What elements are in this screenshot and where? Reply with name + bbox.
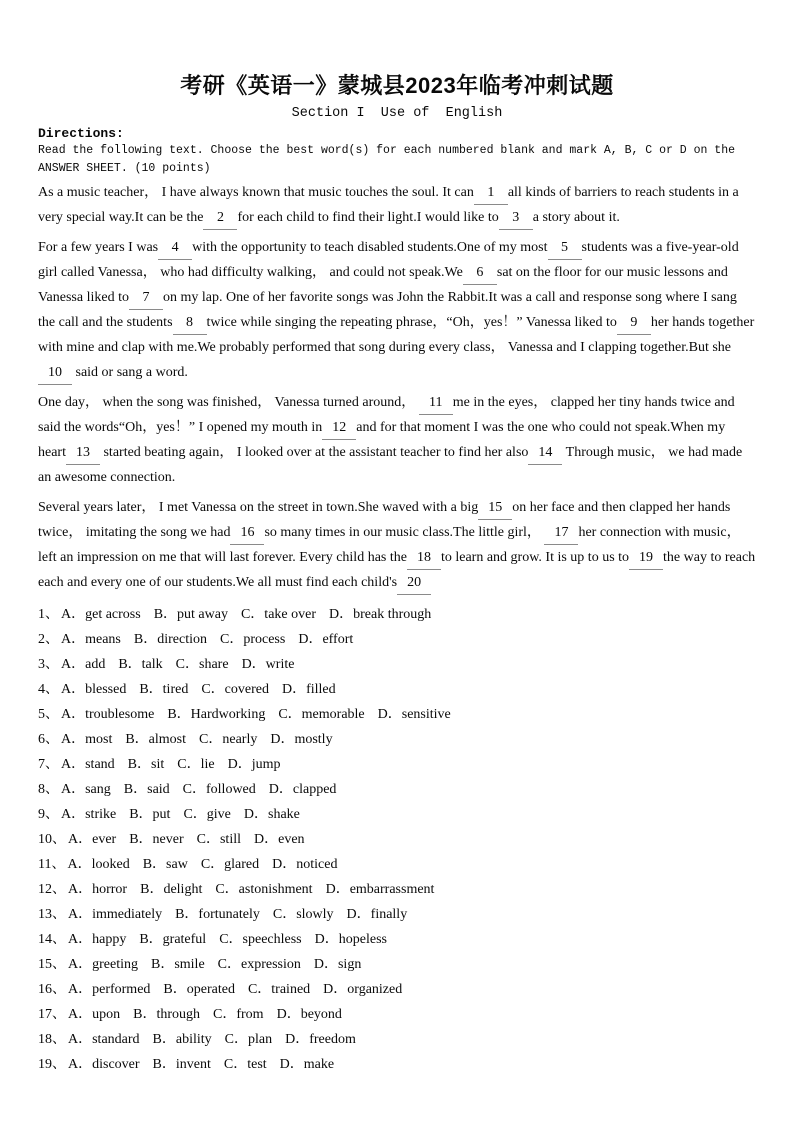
blank-9: 9 (617, 312, 651, 335)
question-number: 2、 (38, 631, 59, 647)
directions-text: Read the following text. Choose the best word(s) for each numbered blank and mark A, B, C or D on the ANSWER SHEET. (10 points) (38, 144, 736, 175)
option-D: D．shake (243, 806, 300, 822)
question-row (38, 952, 756, 977)
option-A: A．performed (68, 981, 151, 997)
question-row (38, 927, 756, 952)
option-D: D．sign (313, 956, 362, 972)
question-number: 13、 (38, 906, 66, 922)
option-D: D．clapped (268, 781, 337, 797)
option-D: D．jump (227, 756, 281, 772)
option-B: B．grateful (139, 931, 207, 947)
blank-20: 20 (397, 572, 431, 595)
option-C: C．take over (240, 606, 316, 622)
blank-12: 12 (322, 417, 356, 440)
passage (38, 180, 756, 595)
option-B: B．invent (152, 1056, 211, 1072)
option-B: B．ability (152, 1031, 212, 1047)
option-B: B．tired (139, 681, 189, 697)
option-C: C．test (223, 1056, 267, 1072)
option-A: A．upon (68, 1006, 121, 1022)
option-C: C．astonishment (215, 881, 313, 897)
option-D: D．write (241, 656, 295, 672)
option-B: B．never (129, 831, 184, 847)
option-A: A．discover (68, 1056, 140, 1072)
blank-14: 14 (528, 442, 562, 465)
blank-1: 1 (474, 182, 508, 205)
question-number: 17、 (38, 1006, 66, 1022)
option-D: D．hopeless (314, 931, 387, 947)
blank-3: 3 (499, 207, 533, 230)
option-A: A．add (61, 656, 106, 672)
question-row (38, 627, 756, 652)
option-D: D．beyond (276, 1006, 342, 1022)
blank-17: 17 (544, 522, 578, 545)
question-row (38, 1027, 756, 1052)
option-B: B．fortunately (175, 906, 260, 922)
option-A: A．sang (61, 781, 111, 797)
question-row (38, 752, 756, 777)
question-row (38, 827, 756, 852)
question-number: 9、 (38, 806, 59, 822)
option-A: A．blessed (61, 681, 127, 697)
blank-15: 15 (478, 497, 512, 520)
option-C: C．nearly (199, 731, 258, 747)
option-A: A．get across (61, 606, 141, 622)
option-B: B．sit (127, 756, 165, 772)
question-number: 1、 (38, 606, 59, 622)
question-row (38, 777, 756, 802)
passage-paragraph: For a few years I was 4 with the opportunity to teach disabled students.One of my most 5 students was a five-year-old girl called Vanessa， who had difficulty walking， and could not speak.We 6 sat on the floor for our music lessons and Vanessa liked to 7 on my lap. One of her favorite songs was John the Rabbit.It was a call and response song where I sang the call and the students 8 twice while singing the repeating phrase，“Oh，yes！” Vanessa liked to 9 her hands together with mine and clap with me.We probably performed that song during every class， Vanessa and I clapping together.But she10 said or sang a word. (38, 235, 756, 385)
option-B: B．put (129, 806, 171, 822)
option-C: C．expression (217, 956, 301, 972)
option-A: A．standard (68, 1031, 140, 1047)
blank-4: 4 (158, 237, 192, 260)
option-A: A．horror (68, 881, 128, 897)
option-D: D．finally (346, 906, 408, 922)
question-row (38, 852, 756, 877)
page-title: 考研《英语一》蒙城县2023年临考冲刺试题 (180, 73, 614, 98)
option-B: B．talk (118, 656, 163, 672)
question-row (38, 602, 756, 627)
option-C: C．still (196, 831, 241, 847)
question-row (38, 877, 756, 902)
option-C: C．lie (177, 756, 215, 772)
option-C: C．slowly (272, 906, 334, 922)
option-C: C．glared (200, 856, 260, 872)
blank-10: 10 (38, 362, 72, 385)
option-D: D．noticed (272, 856, 338, 872)
option-A: A．ever (68, 831, 117, 847)
question-row (38, 977, 756, 1002)
option-D: D．effort (298, 631, 354, 647)
option-B: B．operated (163, 981, 235, 997)
question-row (38, 652, 756, 677)
option-A: A．looked (67, 856, 130, 872)
question-number: 8、 (38, 781, 59, 797)
question-number: 14、 (38, 931, 66, 947)
blank-19: 19 (629, 547, 663, 570)
question-number: 18、 (38, 1031, 66, 1047)
option-B: B．said (123, 781, 170, 797)
option-C: C．speechless (219, 931, 302, 947)
blank-2: 2 (203, 207, 237, 230)
option-B: B．Hardworking (167, 706, 266, 722)
directions-label: Directions: (38, 126, 124, 142)
option-B: B．almost (125, 731, 187, 747)
blank-18: 18 (407, 547, 441, 570)
question-number: 12、 (38, 881, 66, 897)
question-number: 6、 (38, 731, 59, 747)
passage-paragraph: As a music teacher， I have always known that music touches the soul. It can 1 all kinds of barriers to reach students in a very special way.It can be the 2 for each child to find their light.I would like to 3 a story about it. (38, 180, 756, 230)
blank-6: 6 (463, 262, 497, 285)
option-A: A．greeting (68, 956, 138, 972)
option-C: C．share (175, 656, 229, 672)
question-row (38, 802, 756, 827)
blank-5: 5 (548, 237, 582, 260)
question-number: 7、 (38, 756, 59, 772)
question-number: 4、 (38, 681, 59, 697)
blank-16: 16 (230, 522, 264, 545)
option-D: D．embarrassment (325, 881, 435, 897)
option-D: D．freedom (285, 1031, 356, 1047)
option-D: D．organized (323, 981, 403, 997)
blank-7: 7 (129, 287, 163, 310)
question-row (38, 902, 756, 927)
passage-paragraph: One day， when the song was finished， Vanessa turned around， 11 me in the eyes， clapped her tiny hands twice and said the words“Oh，yes！” I opened my mouth in 12 and for that moment I was the one who could not speak.When my heart 13 started beating again， I looked over at the assistant teacher to find her also 14 Through music， we had made an awesome connection. (38, 390, 756, 490)
question-number: 5、 (38, 706, 59, 722)
question-number: 15、 (38, 956, 66, 972)
question-row (38, 677, 756, 702)
question-number: 16、 (38, 981, 66, 997)
option-D: D．break through (329, 606, 432, 622)
option-C: C．from (213, 1006, 264, 1022)
option-B: B．direction (133, 631, 207, 647)
option-C: C．followed (182, 781, 256, 797)
option-C: C．trained (247, 981, 311, 997)
option-C: C．process (220, 631, 286, 647)
option-C: C．give (183, 806, 231, 822)
blank-8: 8 (173, 312, 207, 335)
option-B: B．smile (150, 956, 205, 972)
blank-11: 11 (419, 392, 453, 415)
question-list (38, 602, 756, 1077)
option-A: A．means (61, 631, 121, 647)
option-C: C．plan (224, 1031, 273, 1047)
section-heading: Section I Use of English (291, 105, 503, 121)
question-row (38, 1002, 756, 1027)
question-row (38, 1052, 756, 1077)
blank-13: 13 (66, 442, 100, 465)
option-A: A．most (61, 731, 113, 747)
option-A: A．stand (61, 756, 115, 772)
option-D: D．make (279, 1056, 335, 1072)
question-row (38, 727, 756, 752)
question-number: 19、 (38, 1056, 66, 1072)
question-row (38, 702, 756, 727)
option-B: B．saw (142, 856, 188, 872)
option-B: B．put away (153, 606, 228, 622)
option-B: B．delight (140, 881, 203, 897)
option-A: A．troublesome (61, 706, 155, 722)
option-D: D．filled (281, 681, 336, 697)
passage-paragraph: Several years later， I met Vanessa on the street in town.She waved with a big 15 on her face and then clapped her hands twice， imitating the song we had 16 so many times in our music class.The little girl， 17 her connection with music， left an impression on me that will last forever. Every child has the 18 to learn and grow. It is up to us to 19 the way to reach each and every one of our students.We all must find each child's 20 (38, 495, 756, 595)
option-A: A．happy (68, 931, 127, 947)
option-D: D．sensitive (377, 706, 451, 722)
option-A: A．immediately (68, 906, 163, 922)
option-D: D．mostly (270, 731, 333, 747)
option-C: C．covered (201, 681, 269, 697)
option-D: D．even (254, 831, 305, 847)
option-C: C．memorable (278, 706, 365, 722)
question-number: 11、 (38, 856, 66, 872)
question-number: 3、 (38, 656, 59, 672)
option-A: A．strike (61, 806, 117, 822)
option-B: B．through (133, 1006, 201, 1022)
question-number: 10、 (38, 831, 66, 847)
